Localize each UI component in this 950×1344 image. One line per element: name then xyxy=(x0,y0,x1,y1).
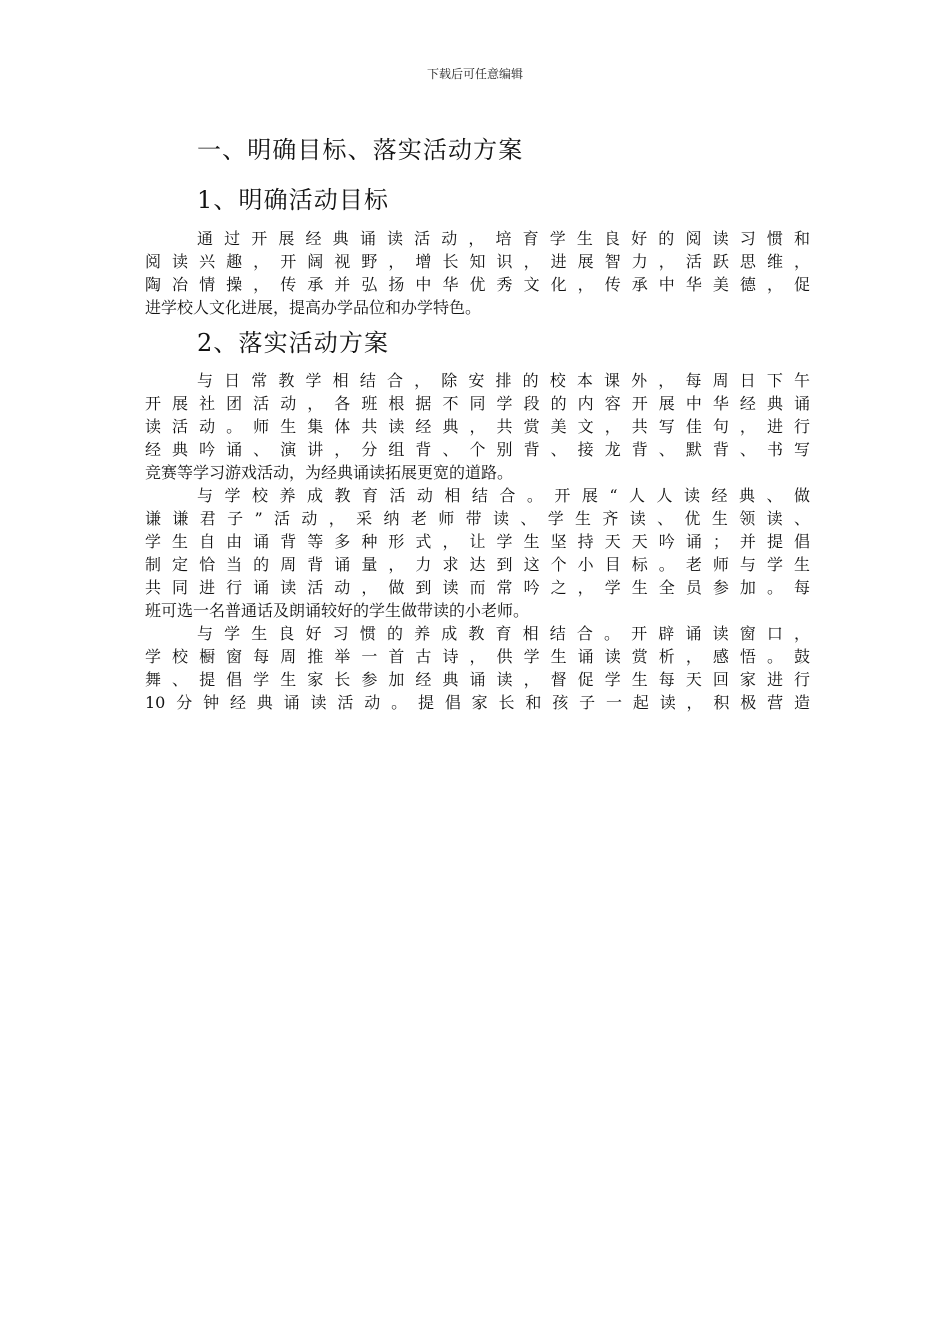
paragraph-line: 制定恰当的周背诵量，力求达到这个小目标。老师与学生 xyxy=(145,554,810,574)
document-body xyxy=(145,125,810,713)
page-header-note: 下载后可任意编辑 xyxy=(426,67,523,81)
paragraph-line: 学校橱窗每周推举一首古诗，供学生诵读赏析，感悟。鼓 xyxy=(145,646,810,666)
paragraph-line: 学生自由诵背等多种形式，让学生坚持天天吟诵；并提倡 xyxy=(145,531,810,551)
paragraph-habit-education xyxy=(145,483,810,621)
paragraph-line: 竞赛等学习游戏活动，为经典诵读拓展更宽的道路。 xyxy=(145,462,514,482)
paragraph-daily-teaching xyxy=(145,368,810,483)
section-heading-1: 一、明确目标、落实活动方案 xyxy=(197,136,524,164)
paragraph-line: 与学校养成教育活动相结合。开展“人人读经典、做 xyxy=(197,485,810,505)
paragraph-line: 与学生良好习惯的养成教育相结合。开辟诵读窗口， xyxy=(197,623,810,643)
paragraph-good-habits xyxy=(145,621,810,713)
paragraph-line: 进学校人文化进展，提高办学品位和办学特色。 xyxy=(145,297,482,317)
paragraph-line: 通过开展经典诵读活动，培育学生良好的阅读习惯和 xyxy=(197,228,810,248)
paragraph-line: 陶冶情操，传承并弘扬中华优秀文化，传承中华美德，促 xyxy=(145,274,810,294)
paragraph-line: 读活动。师生集体共读经典，共赏美文，共写佳句，进行 xyxy=(145,416,810,436)
subsection-heading-2: 2、落实活动方案 xyxy=(197,328,390,357)
paragraph-line: 经典吟诵、演讲，分组背、个别背、接龙背、默背、书写 xyxy=(145,439,810,459)
paragraph-line: 共同进行诵读活动，做到读而常吟之，学生全员参加。每 xyxy=(145,577,810,597)
paragraph-activity-goal xyxy=(145,226,810,318)
paragraph-line: 开展社团活动，各班根据不同学段的内容开展中华经典诵 xyxy=(145,393,810,413)
paragraph-line: 与日常教学相结合，除安排的校本课外，每周日下午 xyxy=(197,370,810,390)
paragraph-line: 班可选一名普通话及朗诵较好的学生做带读的小老师。 xyxy=(145,600,530,620)
subsection-heading-1: 1、明确活动目标 xyxy=(197,186,390,215)
paragraph-line: 阅读兴趣，开阔视野，增长知识，进展智力，活跃思维， xyxy=(145,251,810,271)
paragraph-line: 10分钟经典诵读活动。提倡家长和孩子一起读，积极营造 xyxy=(145,692,810,712)
paragraph-line: 舞、提倡学生家长参加经典诵读，督促学生每天回家进行 xyxy=(145,669,810,689)
paragraph-line: 谦谦君子”活动，采纳老师带读、学生齐读、优生领读、 xyxy=(145,508,810,528)
